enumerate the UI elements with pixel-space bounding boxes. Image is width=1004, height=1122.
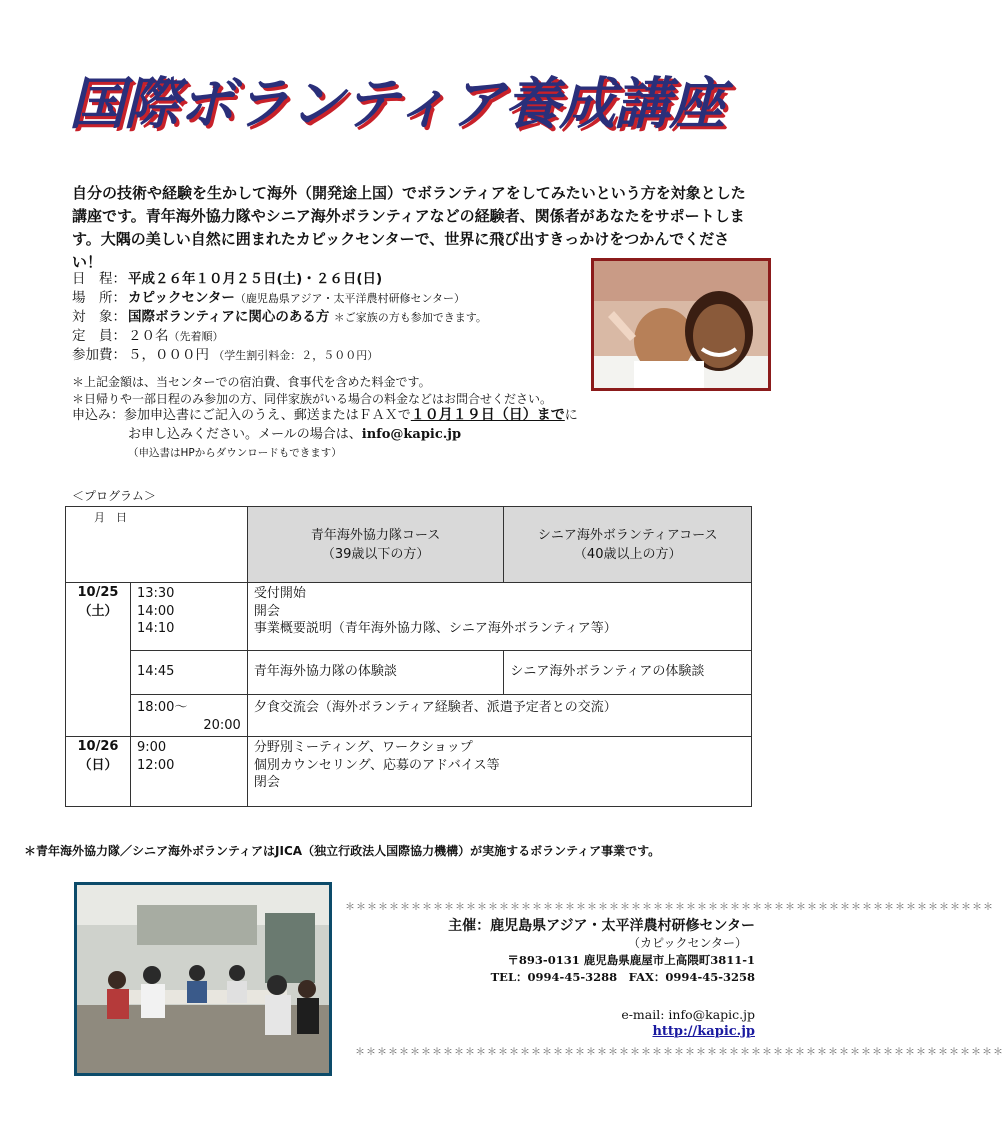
meeting-photo [74,882,332,1076]
deadline: １０月１９日（日）まで [410,407,565,423]
info-capacity: 定 員： ２０名（先着順） [72,328,224,344]
organizer-info: 主催：鹿児島県アジア・太平洋農村研修センター （カピックセンター） 〒893-0131 鹿児島県鹿屋市上高隈町3811-1 TEL：0994-45-3288 FAX：0994-45-3258 e-mail: info@kapic.jp http://kapic.jp [340,918,755,1040]
org-url-link[interactable]: http://kapic.jp [652,1024,755,1039]
info-fee: 参加費： ５，０００円 （学生割引料金：２，５００円） [72,347,379,363]
course1-header: 青年海外協力隊コース （39歳以下の方） [247,507,504,583]
table-header-row: 月 日 青年海外協力隊コース （39歳以下の方） シニア海外ボランティアコース （40歳以上の方） [66,507,752,583]
page-title: 国際ボランティア養成講座 [68,72,725,137]
table-row: 14:45 青年海外協力隊の体験談 シニア海外ボランティアの体験談 [66,651,752,695]
children-photo [591,258,771,391]
org-email[interactable]: e-mail: info@kapic.jp [621,1007,755,1022]
course2-header: シニア海外ボランティアコース （40歳以上の方） [504,507,752,583]
host-name: 主催：鹿児島県アジア・太平洋農村研修センター [448,918,755,934]
meeting-photo-image [77,885,329,1073]
program-label: ＜プログラム＞ [72,489,156,503]
event-info [72,270,582,365]
org-stars-top: ＊＊＊＊＊＊＊＊＊＊＊＊＊＊＊＊＊＊＊＊＊＊＊＊＊＊＊＊＊＊＊＊＊＊＊＊＊＊＊＊＊＊＊＊＊＊＊＊＊＊＊＊＊＊＊＊＊＊＊ [345,902,994,913]
info-target: 対 象： 国際ボランティアに関心のある方 ＊ご家族の方も参加できます。 [72,309,487,325]
info-date: 日 程： 平成２６年１０月２５日(土)・２６日(日) [72,271,383,287]
table-row: 18:00～ 20:00 夕食交流会（海外ボランティア経験者、派遣予定者との交流） [66,695,752,737]
intro-text: 自分の技術や経験を生かして海外（開発途上国）でボランティアをしてみたいという方を対象とした講座です。青年海外協力隊やシニア海外ボランティアなどの経験者、関係者があなたをサポートします。大隅の美しい自然に囲まれたカピックセンターで、世界に飛び出すきっかけをつかんでください！ [72,184,746,271]
table-row: 10/25 （土） 13:30 14:00 14:10 受付開始 開会 事業概要説明（青年海外協力隊、シニア海外ボランティア等） [66,583,752,651]
org-stars-bottom: ＊＊＊＊＊＊＊＊＊＊＊＊＊＊＊＊＊＊＊＊＊＊＊＊＊＊＊＊＊＊＊＊＊＊＊＊＊＊＊＊＊＊＊＊＊＊＊＊＊＊＊＊＊＊＊＊＊＊＊ [355,1047,1004,1058]
program-table [65,506,752,807]
apply-email[interactable]: info@kapic.jp [361,427,462,442]
children-photo-image [594,261,768,388]
notes [72,374,712,408]
date-value: 平成２６年１０月２５日(土)・２６日(日) [128,271,383,287]
note-1: ＊上記金額は、当センターでの宿泊費、食事代を含めた料金です。 [72,375,431,389]
note-2: ＊日帰りや一部日程のみ参加の方、同伴家族がいる場合の料金などはお問合せください。 [72,392,553,406]
application-info: 申込み：参加申込書にご記入のうえ、郵送またはＦＡＸで１０月１９日（日）までに お申し込みください。メールの場合は、info@kapic.jp （申込書はHPからダウンロードもできます） [72,407,578,459]
table-row: 10/26 （日） 9:00 12:00 分野別ミーティング、ワークショップ 個別カウンセリング、応募のアドバイス等 閉会 [66,737,752,807]
info-place: 場 所： カピックセンター（鹿児島県アジア・太平洋農村研修センター） [72,290,466,306]
jica-footnote: ＊青年海外協力隊／シニア海外ボランティアはJICA（独立行政法人国際協力機構）が実施するボランティア事業です。 [24,844,661,858]
